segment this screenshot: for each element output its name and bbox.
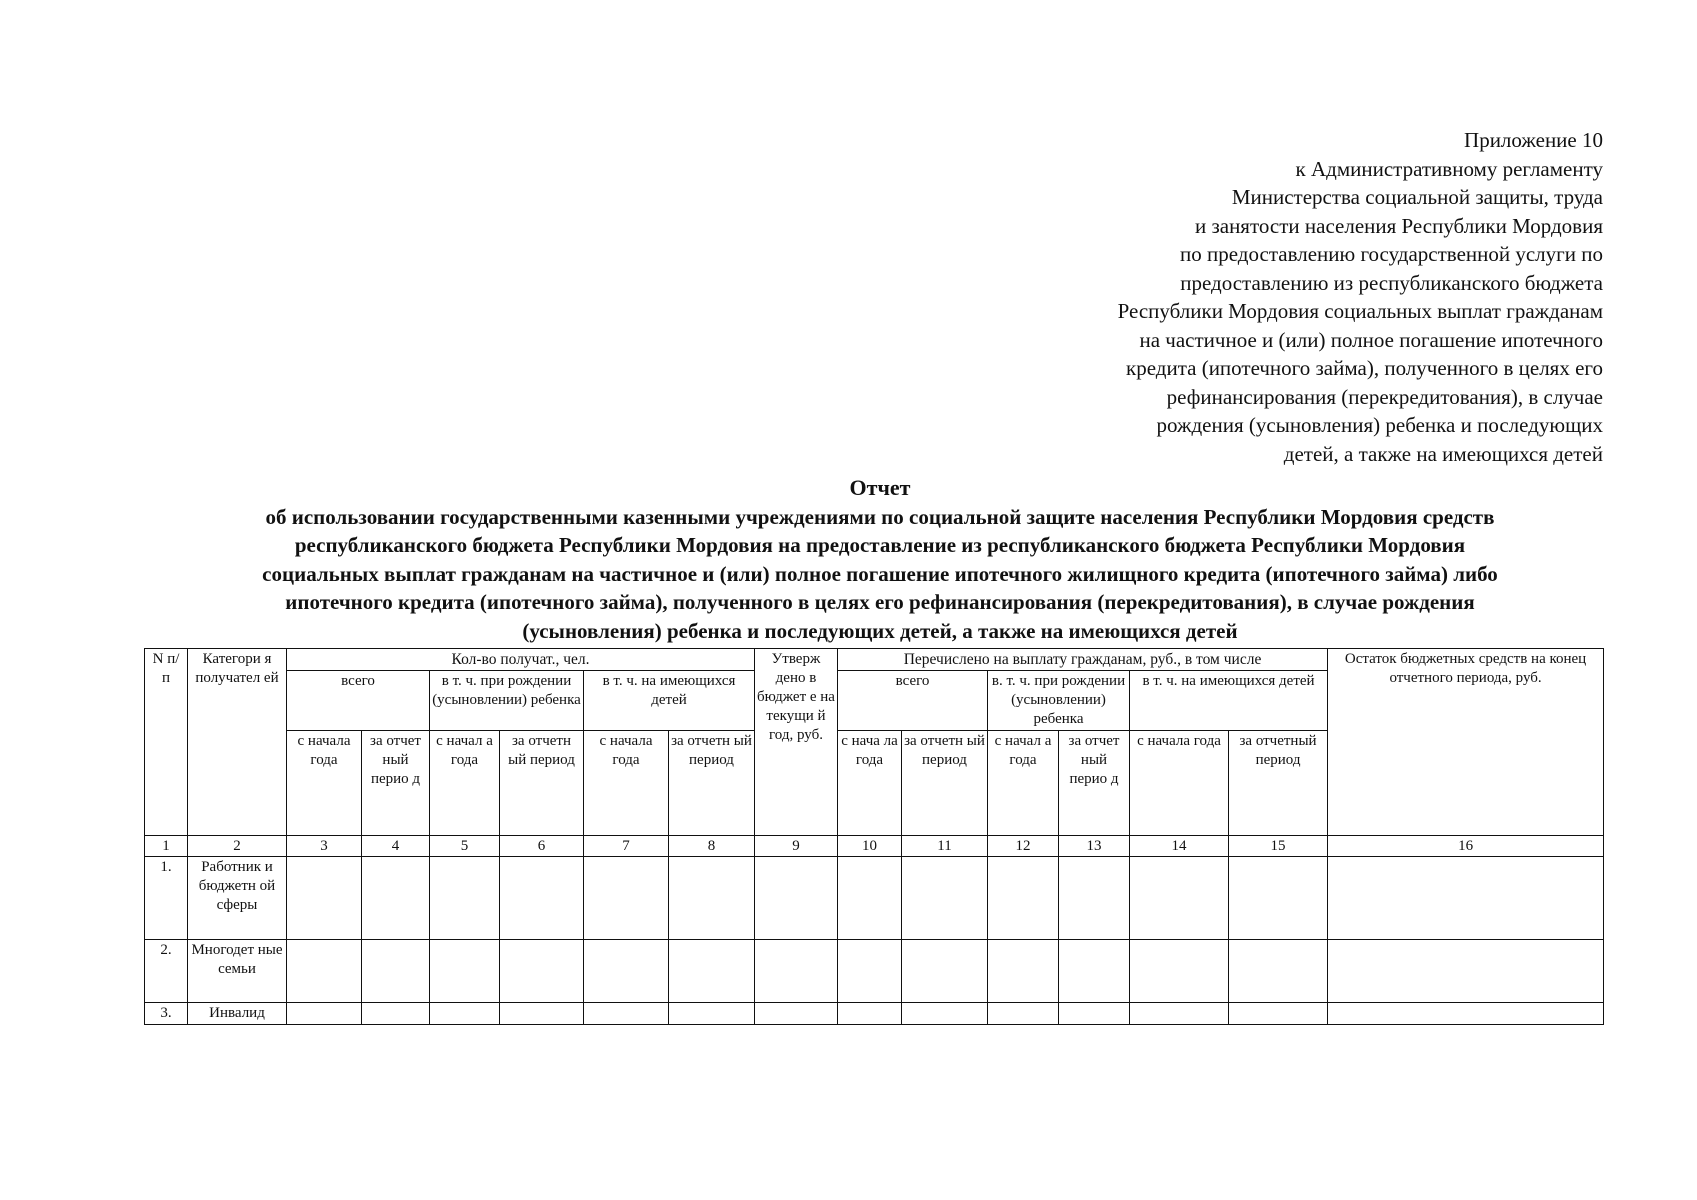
column-number: 2 [188, 836, 287, 857]
empty-cell [1130, 940, 1229, 1003]
column-number: 13 [1059, 836, 1130, 857]
appendix-line: предоставлению из республиканского бюджета [1180, 270, 1603, 295]
row-category: Многодет ные семьи [188, 940, 287, 1003]
column-number: 11 [902, 836, 988, 857]
empty-cell [988, 857, 1059, 940]
header-approved: Утверж дено в бюджет е на текущи й год, руб. [755, 649, 838, 836]
header-birth: в т. ч. при рождении (усыновлении) ребенка [430, 671, 584, 731]
report-title-heading: Отчет [849, 475, 911, 500]
appendix-line: к Административному регламенту [1295, 156, 1603, 181]
appendix-line: и занятости населения Республики Мордовия [1194, 213, 1603, 238]
column-number: 1 [145, 836, 188, 857]
empty-cell [1059, 940, 1130, 1003]
header-total-transferred: всего [838, 671, 988, 731]
column-number: 7 [584, 836, 669, 857]
row-number: 2. [145, 940, 188, 1003]
table-header-row [145, 649, 1604, 671]
empty-cell [988, 1003, 1059, 1025]
column-number: 8 [669, 836, 755, 857]
empty-cell [755, 940, 838, 1003]
report-title-line: республиканского бюджета Республики Мордовия на предоставление из республиканского бюджета Республики Мордовия [294, 533, 1466, 557]
empty-cell [287, 940, 362, 1003]
empty-cell [1229, 857, 1328, 940]
subheader-cell: за отчетн ый период [500, 731, 584, 836]
subheader-cell: за отчетн ый период [669, 731, 755, 836]
column-number-row [145, 836, 1604, 857]
header-transferred: Перечислено на выплату гражданам, руб., в том числе [838, 649, 1328, 671]
empty-cell [1328, 940, 1604, 1003]
empty-cell [362, 940, 430, 1003]
appendix-line: Республики Мордовия социальных выплат гражданам [1117, 299, 1603, 323]
column-number: 4 [362, 836, 430, 857]
empty-cell [1328, 857, 1604, 940]
report-title-line: социальных выплат гражданам на частичное и (или) полное погашение ипотечного жилищного кредита (ипотечного займа) либо [262, 561, 1498, 586]
row-number: 3. [145, 1003, 188, 1025]
empty-cell [1130, 1003, 1229, 1025]
column-number: 6 [500, 836, 584, 857]
empty-cell [669, 940, 755, 1003]
table-row [145, 1003, 1604, 1025]
empty-cell [584, 857, 669, 940]
row-category: Работник и бюджетн ой сферы [188, 857, 287, 940]
empty-cell [755, 1003, 838, 1025]
appendix-line: рождения (усыновления) ребенка и последующих [1156, 413, 1603, 437]
appendix-line: кредита (ипотечного займа), полученного в целях его [1126, 356, 1603, 380]
subheader-cell: за отчет ный перио д [362, 731, 430, 836]
empty-cell [584, 1003, 669, 1025]
empty-cell [669, 857, 755, 940]
header-birth-transferred: в. т. ч. при рождении (усыновлении) ребенка [988, 671, 1130, 731]
empty-cell [838, 857, 902, 940]
empty-cell [500, 940, 584, 1003]
column-number: 16 [1328, 836, 1604, 857]
empty-cell [1229, 940, 1328, 1003]
header-category: Категори я получател ей [188, 649, 287, 836]
empty-cell [838, 1003, 902, 1025]
subheader-cell: за отчетный период [1229, 731, 1328, 836]
table-row [145, 857, 1604, 940]
empty-cell [430, 940, 500, 1003]
header-existing-transferred: в т. ч. на имеющихся детей [1130, 671, 1328, 731]
report-title-line: ипотечного кредита (ипотечного займа), полученного в целях его рефинансирования (перекредитования), в случае рождения [285, 590, 1475, 614]
empty-cell [1059, 1003, 1130, 1025]
table-row [145, 940, 1604, 1003]
empty-cell [362, 857, 430, 940]
column-number: 5 [430, 836, 500, 857]
empty-cell [838, 940, 902, 1003]
subheader-cell: с начала года [1130, 731, 1229, 836]
header-existing: в т. ч. на имеющихся детей [584, 671, 755, 731]
empty-cell [584, 940, 669, 1003]
subheader-cell: с начал а года [988, 731, 1059, 836]
empty-cell [1130, 857, 1229, 940]
empty-cell [669, 1003, 755, 1025]
appendix-line: детей, а также на имеющихся детей [1283, 441, 1603, 466]
subheader-cell: с начал а года [430, 731, 500, 836]
empty-cell [902, 1003, 988, 1025]
empty-cell [902, 940, 988, 1003]
report-title [150, 474, 1610, 645]
empty-cell [500, 857, 584, 940]
row-category: Инвалид [188, 1003, 287, 1025]
column-number: 3 [287, 836, 362, 857]
empty-cell [287, 857, 362, 940]
empty-cell [902, 857, 988, 940]
subheader-cell: с начала года [584, 731, 669, 836]
report-title-line: (усыновления) ребенка и последующих детей, а также на имеющихся детей [522, 618, 1238, 643]
empty-cell [1229, 1003, 1328, 1025]
empty-cell [287, 1003, 362, 1025]
empty-cell [1059, 857, 1130, 940]
header-total: всего [287, 671, 430, 731]
column-number: 14 [1130, 836, 1229, 857]
row-number: 1. [145, 857, 188, 940]
subheader-cell: с начала года [287, 731, 362, 836]
column-number: 15 [1229, 836, 1328, 857]
empty-cell [1328, 1003, 1604, 1025]
appendix-line: на частичное и (или) полное погашение ипотечного [1139, 327, 1603, 352]
header-balance: Остаток бюджетных средств на конец отчетного периода, руб. [1328, 649, 1604, 836]
header-num: N п/ п [145, 649, 188, 836]
appendix-line: Приложение 10 [1464, 128, 1603, 152]
appendix-line: по предоставлению государственной услуги по [1180, 242, 1603, 266]
header-recipients: Кол-во получат., чел. [287, 649, 755, 671]
column-number: 12 [988, 836, 1059, 857]
column-number: 9 [755, 836, 838, 857]
subheader-cell: за отчетн ый период [902, 731, 988, 836]
empty-cell [500, 1003, 584, 1025]
empty-cell [362, 1003, 430, 1025]
empty-cell [988, 940, 1059, 1003]
report-title-line: об использовании государственными казенными учреждениями по социальной защите населения Республики Мордовия средств [265, 504, 1495, 529]
empty-cell [430, 857, 500, 940]
appendix-line: рефинансирования (перекредитования), в случае [1166, 384, 1603, 409]
column-number: 10 [838, 836, 902, 857]
subheader-cell: за отчет ный перио д [1059, 731, 1130, 836]
subheader-cell: с нача ла года [838, 731, 902, 836]
empty-cell [430, 1003, 500, 1025]
appendix-header [1118, 126, 1603, 468]
appendix-line: Министерства социальной защиты, труда [1231, 185, 1603, 209]
empty-cell [755, 857, 838, 940]
report-table [144, 648, 1604, 1025]
